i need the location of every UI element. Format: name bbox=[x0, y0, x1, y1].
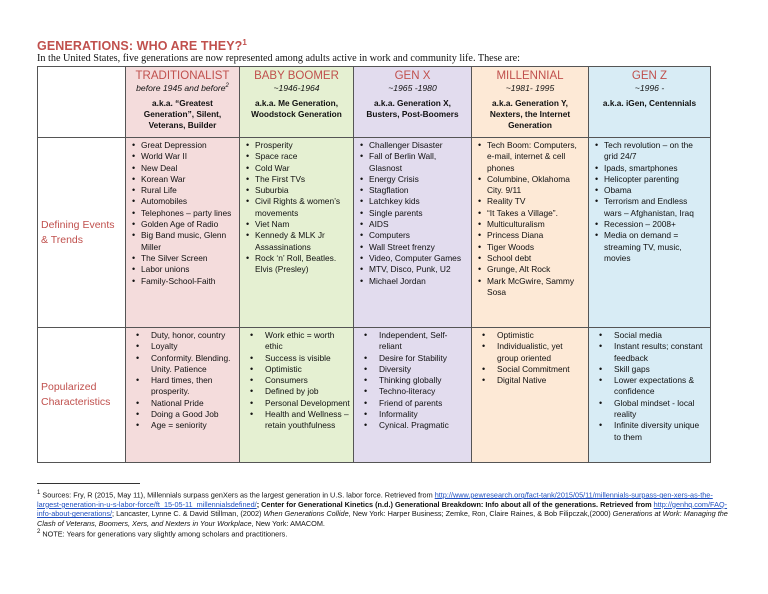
list-item: • Digital Native bbox=[497, 375, 585, 386]
list-item: • Helicopter parenting bbox=[604, 174, 707, 185]
list-item: • Doing a Good Job bbox=[151, 409, 236, 420]
list-item: • Viet Nam bbox=[255, 219, 350, 230]
header-gen-x bbox=[354, 67, 472, 138]
list-item: • Independent, Self-reliant bbox=[379, 330, 468, 353]
list-item: • Terrorism and Endless wars – Afghanistan, Iraq bbox=[604, 196, 707, 219]
list-item: • School debt bbox=[487, 253, 585, 264]
list-item: • Techno-literacy bbox=[379, 386, 468, 397]
list-item: • National Pride bbox=[151, 398, 236, 409]
generation-name: TRADITIONALIST bbox=[135, 70, 230, 82]
characteristics-gen-z bbox=[589, 328, 711, 463]
list-item: • Success is visible bbox=[265, 353, 350, 364]
generation-aka: a.k.a. iGen, Centennials bbox=[602, 98, 697, 108]
list-item: • Michael Jordan bbox=[369, 276, 468, 287]
list-item: • Hard times, then prosperity. bbox=[151, 375, 236, 398]
events-baby-boomer bbox=[240, 138, 354, 328]
list-item: • Personal Development bbox=[265, 398, 350, 409]
list-item: • Wall Street frenzy bbox=[369, 242, 468, 253]
footnotes bbox=[37, 489, 737, 539]
list-item: • Thinking globally bbox=[379, 375, 468, 386]
list-item: • Conformity. Blending. Unity. Patience bbox=[151, 353, 236, 376]
row-label-characteristics: Popularized Characteristics bbox=[38, 328, 126, 463]
list-item: • Reality TV bbox=[487, 196, 585, 207]
generation-name: BABY BOOMER bbox=[254, 70, 339, 82]
list-item: • Prosperity bbox=[255, 140, 350, 151]
list-item: • Consumers bbox=[265, 375, 350, 386]
events-gen-x bbox=[354, 138, 472, 328]
events-millennial bbox=[472, 138, 589, 328]
list-item: • Automobiles bbox=[141, 196, 236, 207]
list-item: • Telephones – party lines bbox=[141, 208, 236, 219]
list-item: • Video, Computer Games bbox=[369, 253, 468, 264]
list-item: • Lower expectations & confidence bbox=[614, 375, 707, 398]
events-row bbox=[38, 138, 711, 328]
generation-years: before 1945 and before$^2$ bbox=[136, 83, 229, 93]
list-item: • Single parents bbox=[369, 208, 468, 219]
list-item: • Labor unions bbox=[141, 264, 236, 275]
header-baby-boomer bbox=[240, 67, 354, 138]
header-traditionalist bbox=[126, 67, 240, 138]
list-item: • Cynical. Pragmatic bbox=[379, 420, 468, 431]
list-item: • Ipads, smartphones bbox=[604, 163, 707, 174]
events-gen-z bbox=[589, 138, 711, 328]
list-item: • Health and Wellness – retain youthfulness bbox=[265, 409, 350, 432]
generations-table bbox=[37, 66, 711, 463]
list-item: • Obama bbox=[604, 185, 707, 196]
list-item: • Defined by job bbox=[265, 386, 350, 397]
list-item: • Golden Age of Radio bbox=[141, 219, 236, 230]
list-item: • Latchkey kids bbox=[369, 196, 468, 207]
list-item: • Computers bbox=[369, 230, 468, 241]
list-item: • The First TVs bbox=[255, 174, 350, 185]
list-item: • Infinite diversity unique to them bbox=[614, 420, 707, 443]
footnote-divider bbox=[37, 483, 140, 484]
list-item: • Kennedy & MLK Jr Assassinations bbox=[255, 230, 350, 253]
list-item: • Stagflation bbox=[369, 185, 468, 196]
list-item: • Global mindset - local reality bbox=[614, 398, 707, 421]
list-item: • Social media bbox=[614, 330, 707, 341]
list-item: • Great Depression bbox=[141, 140, 236, 151]
list-item: • Loyalty bbox=[151, 341, 236, 352]
events-traditionalist bbox=[126, 138, 240, 328]
list-item: • World War II bbox=[141, 151, 236, 162]
intro-text: In the United States, five generations are now represented among adults active in work and community life. These are: bbox=[37, 53, 520, 64]
list-item: • Princess Diana bbox=[487, 230, 585, 241]
list-item: • Columbine, Oklahoma City. 9/11 bbox=[487, 174, 585, 197]
list-item: • Korean War bbox=[141, 174, 236, 185]
list-item: • Mark McGwire, Sammy Sosa bbox=[487, 276, 585, 299]
pew-research-link[interactable]: http://www.pewresearch.org/fact-tank/2015/05/11/millennials-surpass-gen-xers-as-the-largest-generation-in-u-s-labor-force/ft_15-05-11_millennialsdefined/ bbox=[37, 490, 713, 509]
list-item: • Space race bbox=[255, 151, 350, 162]
list-item: • Energy Crisis bbox=[369, 174, 468, 185]
list-item: • Recession – 2008+ bbox=[604, 219, 707, 230]
list-item: • Rural Life bbox=[141, 185, 236, 196]
list-item: • Work ethic = worth ethic bbox=[265, 330, 350, 353]
header-millennial bbox=[472, 67, 589, 138]
list-item: • Tech Boom: Computers, e-mail, internet & cell phones bbox=[487, 140, 585, 174]
footnote-1: $^1$ Sources: Fry, R (2015, May 11), Millennials surpass genXers as the largest generation in U.S. labor force. Retrieved from http://www.pewresearch.org/fact-tank/2015/05/11/millennials-surpass-gen-xers-as-the-largest-generation-in-u-s-labor-force/ft_15-05-11_millennialsdefined/; Center for Generational Kinetics (n.d.) Generational Breakdown: Info about all of the generations. Retrieved from http://genhq.com/FAQ-info-about-generations/; Lancaster, Lynne C. & David Stillman, (2002) When Generations Collide, New York: Harper Business; Zemke, Ron, Claire Raines, & Bob Filipczak,(2000) Generations at Work: Managing the Clash of Veterans, Boomers, Xers, and Nexters in Your Workplace, New York: AMACOM. bbox=[37, 490, 728, 528]
list-item: • Informality bbox=[379, 409, 468, 420]
footnote-ref-1: 1 bbox=[242, 38, 247, 47]
generation-years: ~1996 - bbox=[634, 83, 665, 93]
generation-name: MILLENNIAL bbox=[496, 70, 564, 82]
list-item: • Challenger Disaster bbox=[369, 140, 468, 151]
list-item: • Grunge, Alt Rock bbox=[487, 264, 585, 275]
list-item: • Multiculturalism bbox=[487, 219, 585, 230]
generation-years: ~1981- 1995 bbox=[505, 83, 555, 93]
list-item: • “It Takes a Village”. bbox=[487, 208, 585, 219]
generation-aka: a.k.a. Me Generation, Woodstock Generation bbox=[251, 98, 342, 119]
generation-years: ~1946-1964 bbox=[273, 83, 320, 93]
list-item: • Family-School-Faith bbox=[141, 276, 236, 287]
list-item: • Individualistic, yet group oriented bbox=[497, 341, 585, 364]
generation-aka: a.k.a. Generation X, Busters, Post-Boomers bbox=[366, 98, 459, 119]
characteristics-millennial bbox=[472, 328, 589, 463]
header-gen-z bbox=[589, 67, 711, 138]
characteristics-gen-x bbox=[354, 328, 472, 463]
list-item: • Friend of parents bbox=[379, 398, 468, 409]
list-item: • AIDS bbox=[369, 219, 468, 230]
genhq-link[interactable]: http://genhq.com/FAQ-info-about-generations/ bbox=[37, 499, 728, 519]
header-row bbox=[38, 67, 711, 138]
list-item: • Tech revolution – on the grid 24/7 bbox=[604, 140, 707, 163]
list-item: • MTV, Disco, Punk, U2 bbox=[369, 264, 468, 275]
list-item: • Optimistic bbox=[497, 330, 585, 341]
generation-name: GEN X bbox=[394, 70, 431, 82]
list-item: • Instant results; constant feedback bbox=[614, 341, 707, 364]
list-item: • Fall of Berlin Wall, Glasnost bbox=[369, 151, 468, 174]
list-item: • The Silver Screen bbox=[141, 253, 236, 264]
list-item: • Skill gaps bbox=[614, 364, 707, 375]
list-item: • Tiger Woods bbox=[487, 242, 585, 253]
list-item: • Suburbia bbox=[255, 185, 350, 196]
list-item: • Duty, honor, country bbox=[151, 330, 236, 341]
characteristics-traditionalist bbox=[126, 328, 240, 463]
list-item: • Age = seniority bbox=[151, 420, 236, 431]
list-item: • Optimistic bbox=[265, 364, 350, 375]
list-item: • Big Band music, Glenn Miller bbox=[141, 230, 236, 253]
generation-name: GEN Z bbox=[631, 70, 668, 82]
list-item: • Rock ‘n’ Roll, Beatles. Elvis (Presley) bbox=[255, 253, 350, 276]
list-item: • New Deal bbox=[141, 163, 236, 174]
page-title: GENERATIONS: WHO ARE THEY?$^1$ bbox=[37, 38, 247, 54]
characteristics-baby-boomer bbox=[240, 328, 354, 463]
list-item: • Social Commitment bbox=[497, 364, 585, 375]
list-item: • Diversity bbox=[379, 364, 468, 375]
generation-aka: a.k.a. “Greatest Generation”, Silent, Veterans, Builder bbox=[143, 98, 222, 130]
list-item: • Media on demand = streaming TV, music, movies bbox=[604, 230, 707, 264]
generation-aka: a.k.a. Generation Y, Nexters, the Internet Generation bbox=[489, 98, 571, 130]
header-corner-cell bbox=[38, 67, 126, 138]
generation-years: ~1965 -1980 bbox=[388, 83, 437, 93]
footnote-2: $^2$ NOTE: Years for generations vary slightly among scholars and practitioners. bbox=[37, 529, 288, 539]
list-item: • Civil Rights & women’s movements bbox=[255, 196, 350, 219]
list-item: • Cold War bbox=[255, 163, 350, 174]
list-item: • Desire for Stability bbox=[379, 353, 468, 364]
characteristics-row bbox=[38, 328, 711, 463]
row-label-events: Defining Events & Trends bbox=[38, 138, 126, 328]
